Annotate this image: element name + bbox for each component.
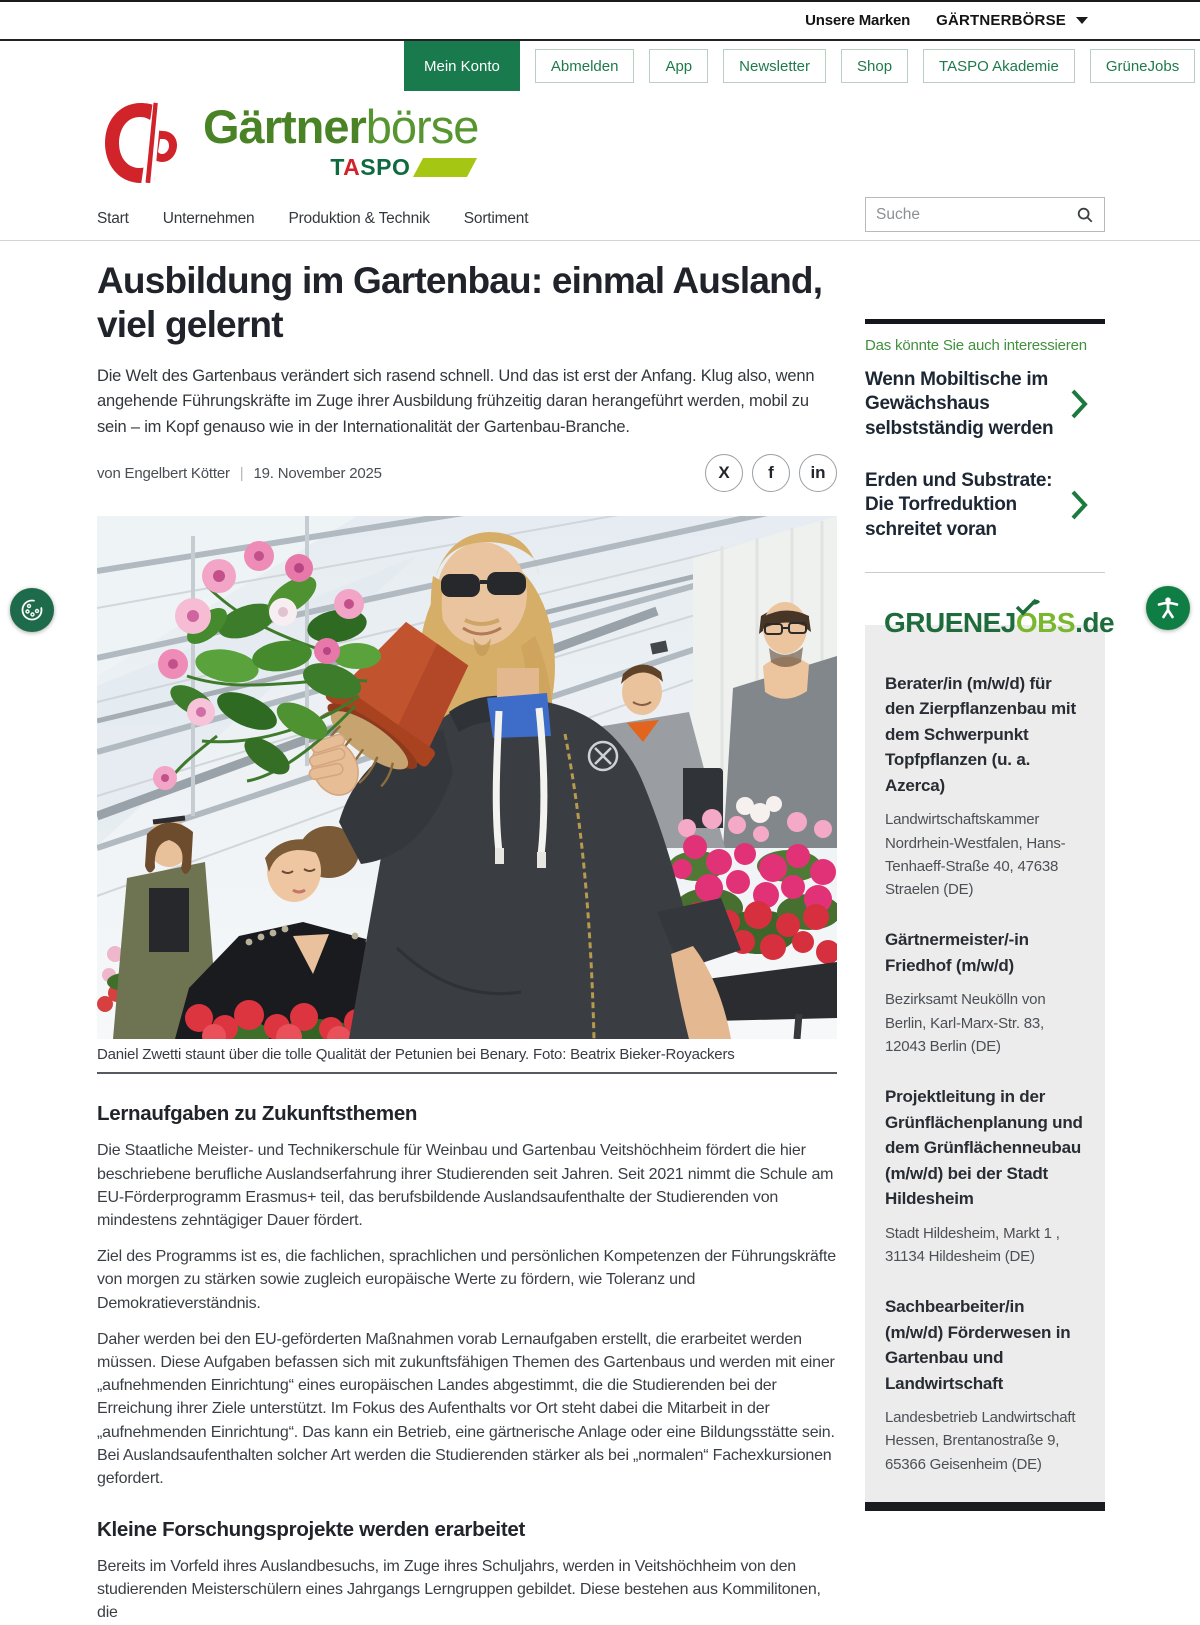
abmelden-button[interactable]: Abmelden xyxy=(535,49,635,83)
brand-selector-label: GÄRTNERBÖRSE xyxy=(936,12,1066,29)
nav-item-unternehmen[interactable]: Unternehmen xyxy=(162,209,255,227)
accessibility-button[interactable] xyxy=(1146,586,1190,630)
related-teaser-2[interactable] xyxy=(865,469,1105,542)
section-heading-1: Lernaufgaben zu Zukunftsthemen xyxy=(97,1102,418,1126)
linkedin-icon: in xyxy=(810,463,826,483)
leaf-check-icon xyxy=(1014,598,1040,616)
byline-author: von Engelbert Kötter xyxy=(97,464,230,482)
taspo-akademie-button[interactable]: TASPO Akademie xyxy=(923,49,1075,83)
job-listing-4[interactable] xyxy=(885,1294,1085,1476)
brand-selector[interactable] xyxy=(936,12,1088,29)
share-linkedin-button[interactable] xyxy=(799,454,837,492)
wordmark-bold: Gärtner xyxy=(203,100,366,153)
header xyxy=(0,0,1200,241)
byline-date: 19. November 2025 xyxy=(253,464,382,482)
article-figure xyxy=(97,516,837,1074)
search-box xyxy=(865,197,1105,232)
photo-caption: Daniel Zwetti staunt über die tolle Qualität der Petunien bei Benary. Foto: Beatrix Bieker-Royackers xyxy=(97,1039,837,1074)
taspo-flag-icon xyxy=(413,158,477,177)
wordmark-light: börse xyxy=(365,100,479,153)
job-listing-1[interactable] xyxy=(885,671,1085,902)
job-title: Berater/in (m/w/d) für den Zierpflanzenbau mit dem Schwerpunkt Topfpflanzen (u. a. Azerca) xyxy=(885,673,1076,795)
cookie-icon xyxy=(19,597,45,623)
related-teaser-title: Erden und Substrate: Die Torfreduktion schreitet voran xyxy=(865,469,1053,540)
job-company: Stadt Hildesheim, Markt 1 , 31134 Hildesheim (DE) xyxy=(885,1224,1060,1265)
gruenejobs-logo[interactable]: GRUENEJO BS.de xyxy=(865,607,1114,639)
gruenejobs-button[interactable]: GrüneJobs xyxy=(1090,49,1195,83)
share-buttons xyxy=(705,454,837,492)
related-label: Das könnte Sie auch interessieren xyxy=(865,337,1087,354)
job-company: Landwirtschaftskammer Nordrhein-Westfalen, Hans-Tenhaeff-Straße 40, 47638 Straelen (DE) xyxy=(885,811,1066,899)
job-title: Sachbearbeiter/in (m/w/d) Förderwesen in Gartenbau und Landwirtschaft xyxy=(885,1297,1071,1393)
related-articles-box xyxy=(865,319,1105,573)
nav-item-produktion-technik[interactable]: Produktion & Technik xyxy=(288,209,430,227)
divider xyxy=(865,572,1105,573)
taspo-a-accent: A xyxy=(343,154,361,180)
jobs-widget xyxy=(865,606,1115,1511)
share-facebook-button[interactable] xyxy=(752,454,790,492)
jobs-panel xyxy=(865,625,1105,1502)
newsletter-button[interactable]: Newsletter xyxy=(723,49,826,83)
top-brand-bar xyxy=(0,0,1200,41)
search-input[interactable] xyxy=(876,206,1076,224)
nav-item-sortiment[interactable]: Sortiment xyxy=(463,209,529,227)
chevron-right-icon xyxy=(1069,488,1089,522)
article xyxy=(97,257,837,1625)
chevron-down-icon xyxy=(1076,17,1088,24)
app-button[interactable]: App xyxy=(649,49,708,83)
job-company: Landesbetrieb Landwirtschaft Hessen, Brentanostraße 9, 65366 Geisenheim (DE) xyxy=(885,1409,1076,1473)
article-paragraph: Die Staatliche Meister- und Technikerschule für Weinbau und Gartenbau Veitshöchheim fördert die hier beschriebene berufliche Auslandserfahrung ihrer Studierenden seit Jahren. Seit 2021 nimmt die Schule am EU-Förderprogramm Erasmus+ teil, das berufsbildende Auslandsaufenthalte der Studierenden von mindestens zehntägiger Dauer fördert. xyxy=(97,1142,834,1230)
related-teaser-title: Wenn Mobiltische im Gewächshaus selbstständig werden xyxy=(865,369,1054,439)
mein-konto-button[interactable]: Mein Konto xyxy=(404,41,520,91)
x-icon: X xyxy=(718,463,730,483)
main-nav xyxy=(0,197,1200,241)
sidebar xyxy=(865,257,1115,1625)
related-teaser-1[interactable] xyxy=(865,368,1105,441)
article-paragraph: Bereits im Vorfeld ihres Auslandbesuchs, im Zuge ihres Schuljahrs, werden in Veitshöchheim von den studierenden Meisterschülern eines Jahrgangs Lerngruppen gebildet. Diese bestehen aus Kommilitonen, die xyxy=(97,1558,821,1622)
article-paragraph: Daher werden bei den EU-geförderten Maßnahmen vorab Lernaufgaben erstellt, die erarbeitet werden müssen. Diese Aufgaben befassen sich mit zukunftsfähigen Themen des Gartenbaus und werden mit einer „aufnehmenden Einrichtung“ eines europäischen Landes abgestimmt, die die Studierenden bei der Erreichung ihrer Ziele unterstützt. Im Fokus des Aufenthalts vor Ort steht dabei die Mitarbeit in der „aufnehmenden Einrichtung“. Das kann ein Betrieb, eine gärtnerische Anlage oder eine Bildungsstätte sein. Bei Auslandsaufenthalten solcher Art werden die Studierenden stärker als bei „normalen“ Fachexkursionen gefordert. xyxy=(97,1330,835,1487)
taspo-logo: TASPO xyxy=(203,154,478,181)
job-title: Gärtnermeister/-in Friedhof (m/w/d) xyxy=(885,930,1029,975)
article-photo xyxy=(97,516,837,1039)
jobs-bottom-bar xyxy=(865,1502,1105,1511)
job-title: Projektleitung in der Grünflächenplanung und dem Grünflächenneubau (m/w/d) bei der Stadt Hildesheim xyxy=(885,1087,1083,1209)
article-paragraph: Ziel des Programms ist es, die fachlichen, sprachlichen und persönlichen Kompetenzen der Führungskräfte von morgen zu stärken sowie zugleich europäische Werte zu fördern, wie Toleranz und Demokratieverständnis. xyxy=(97,1248,836,1312)
wordmark xyxy=(203,100,479,153)
facebook-icon: f xyxy=(768,463,774,483)
byline-row xyxy=(97,454,837,492)
job-company: Bezirksamt Neukölln von Berlin, Karl-Marx-Str. 83, 12043 Berlin (DE) xyxy=(885,991,1046,1055)
nav-item-start[interactable]: Start xyxy=(97,209,129,227)
accessibility-icon xyxy=(1155,595,1181,621)
share-x-button[interactable] xyxy=(705,454,743,492)
job-listing-3[interactable] xyxy=(885,1084,1085,1268)
shop-button[interactable]: Shop xyxy=(841,49,908,83)
byline-separator: | xyxy=(239,464,244,482)
gb-logo-icon xyxy=(97,95,189,191)
cookie-settings-button[interactable] xyxy=(10,588,54,632)
job-listing-2[interactable] xyxy=(885,927,1085,1058)
byline xyxy=(97,465,382,482)
logo-row xyxy=(0,91,1200,197)
unsere-marken-label: Unsere Marken xyxy=(805,12,911,29)
article-lead: Die Welt des Gartenbaus verändert sich rasend schnell. Und das ist erst der Anfang. Klug also, wenn angehende Führungskräfte im Zuge ihrer Ausbildung frühzeitig daran herangeführt werden, mobil zu sein – im Kopf genauso wie in der Internationalität der Gartenbau-Branche. xyxy=(97,366,815,436)
gaertnerboerse-logo[interactable] xyxy=(97,95,478,191)
section-heading-2: Kleine Forschungsprojekte werden erarbeitet xyxy=(97,1518,525,1542)
search-icon[interactable] xyxy=(1076,205,1094,225)
page-title: Ausbildung im Gartenbau: einmal Ausland, viel gelernt xyxy=(97,260,823,346)
user-toolbar xyxy=(0,41,1200,91)
chevron-right-icon xyxy=(1069,387,1089,421)
